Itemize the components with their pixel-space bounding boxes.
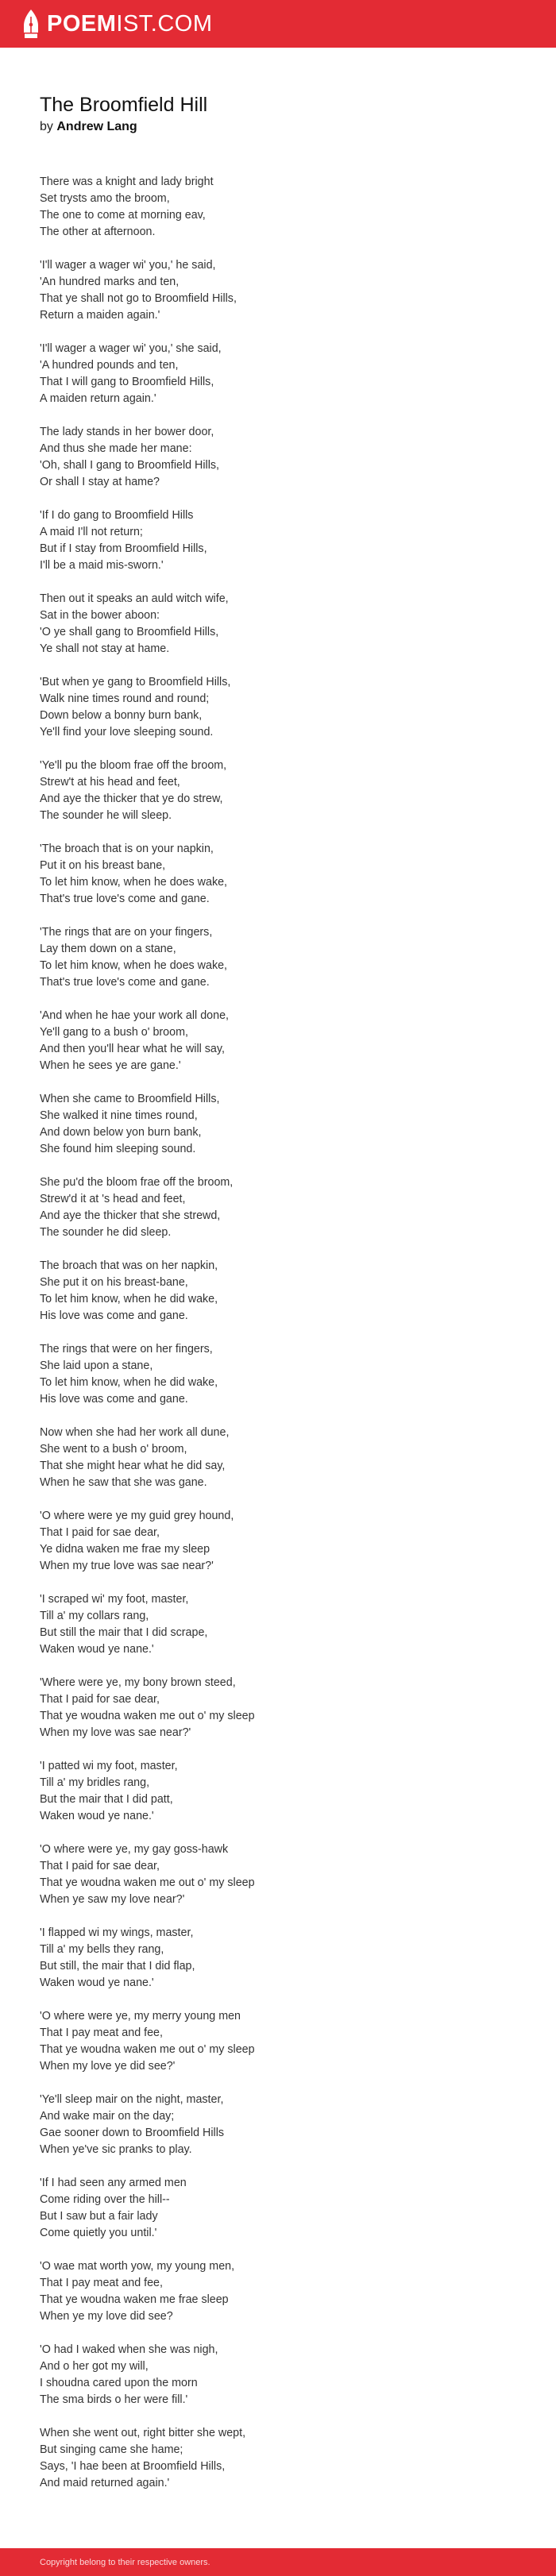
poem-line: 'O wae mat worth yow, my young men, <box>40 2260 235 2273</box>
poem-stanza <box>40 1591 516 1658</box>
poem-stanza <box>40 1841 516 1908</box>
site-footer <box>0 2548 556 2576</box>
poem-line: Ye'll gang to a bush o' broom, <box>40 1026 188 1039</box>
poem-line: To let him know, when he does wake, <box>40 959 228 972</box>
poem-stanza <box>40 1008 516 1074</box>
poem-stanza <box>40 841 516 908</box>
poem-line: The sounder he will sleep. <box>40 809 172 822</box>
poem-stanza <box>40 2092 516 2158</box>
poem-line: Strew'd it at 's head and feet, <box>40 1193 186 1205</box>
poem-line: 'O had I waked when she was nigh, <box>40 2343 218 2356</box>
fountain-pen-icon <box>22 9 40 39</box>
poem-line: A maid I'll not return; <box>40 526 143 538</box>
poem-line: And aye the thicker that ye do strew, <box>40 792 223 805</box>
copyright-text: Copyright belong to their respective owners. <box>40 2557 210 2567</box>
poem-line: Says, 'I hae been at Broomfield Hills, <box>40 2460 226 2473</box>
poem-line: Or shall I stay at hame? <box>40 476 160 488</box>
poem-line: The rings that were on her fingers, <box>40 1343 213 1355</box>
poem-line: Put it on his breast bane, <box>40 859 166 872</box>
poem-line: 'And when he hae your work all done, <box>40 1009 229 1022</box>
poem-title: The Broomfield Hill <box>40 94 208 116</box>
author-link[interactable]: Andrew Lang <box>56 120 137 133</box>
poem-line: 'O where were ye, my gay goss-hawk <box>40 1843 229 1856</box>
poem-line: 'An hundred marks and ten, <box>40 276 180 288</box>
poem-line: That I pay meat and fee, <box>40 2026 163 2039</box>
poem-line: She found him sleeping sound. <box>40 1143 196 1155</box>
poem-stanza <box>40 1341 516 1408</box>
poem-line: His love was come and gane. <box>40 1309 188 1322</box>
poem-stanza <box>40 507 516 574</box>
poem-line: When she went out, right bitter she wept, <box>40 2427 246 2439</box>
poem-line: But still the mair that I did scrape, <box>40 1626 208 1639</box>
poem-stanza <box>40 257 516 324</box>
poem-line: When ye've sic pranks to play. <box>40 2143 192 2156</box>
poem-stanza <box>40 424 516 491</box>
poem-line: When ye my love did see? <box>40 2310 173 2323</box>
poem-line: Now when she had her work all dune, <box>40 1426 230 1439</box>
poem-line: 'O where were ye, my merry young men <box>40 2010 241 2023</box>
poem-line: The sma birds o her were fill.' <box>40 2393 188 2406</box>
poem-line: Come quietly you until.' <box>40 2227 157 2239</box>
poem-line: I shoudna cared upon the morn <box>40 2377 198 2389</box>
poem-stanza <box>40 2008 516 2075</box>
poem-stanza <box>40 1758 516 1825</box>
by-label: by <box>40 120 53 133</box>
poem-line: Ye didna waken me frae my sleep <box>40 1543 210 1556</box>
poem-line: 'I'll wager a wager wi' you,' she said, <box>40 342 222 355</box>
poem-line: But I saw but a fair lady <box>40 2210 158 2223</box>
poem-line: When he saw that she was gane. <box>40 1476 207 1489</box>
poem-line: But singing came she hame; <box>40 2443 183 2456</box>
site-logo[interactable] <box>22 9 213 39</box>
poem-line: Gae sooner down to Broomfield Hills <box>40 2127 225 2139</box>
poem-line: To let him know, when he did wake, <box>40 1376 218 1389</box>
poem-line: 'If I had seen any armed men <box>40 2177 187 2189</box>
site-header <box>0 0 556 48</box>
logo-text <box>47 10 213 37</box>
poem-line: Till a' my bridles rang, <box>40 1776 150 1789</box>
poem-line: To let him know, when he does wake, <box>40 876 228 889</box>
poem-line: Waken woud ye nane.' <box>40 1976 154 1989</box>
poem-line: That's true love's come and gane. <box>40 976 210 989</box>
poem-line: 'O ye shall gang to Broomfield Hills, <box>40 626 219 638</box>
poem-line: That ye woudna waken me out o' my sleep <box>40 2043 255 2056</box>
poem-line: 'Ye'll sleep mair on the night, master, <box>40 2093 224 2106</box>
poem-line: Ye'll find your love sleeping sound. <box>40 726 214 738</box>
byline <box>40 118 516 136</box>
poem-line: Then out it speaks an auld witch wife, <box>40 592 229 605</box>
poem-line: She pu'd the bloom frae off the broom, <box>40 1176 234 1189</box>
poem-stanza <box>40 2342 516 2408</box>
poem-line: Set trysts amo the broom, <box>40 192 170 205</box>
poem-line: The broach that was on her napkin, <box>40 1259 218 1272</box>
poem-stanza <box>40 674 516 741</box>
poem-stanza <box>40 1174 516 1241</box>
poem-line: Till a' my collars rang, <box>40 1610 149 1622</box>
poem-line: Till a' my bells they rang, <box>40 1943 164 1956</box>
poem-line: That ye shall not go to Broomfield Hills, <box>40 292 237 305</box>
poem-line: His love was come and gane. <box>40 1393 188 1406</box>
poem-line: 'I'll wager a wager wi' you,' he said, <box>40 259 216 272</box>
poem-line: Down below a bonny burn bank, <box>40 709 203 722</box>
poem-line: And aye the thicker that she strewd, <box>40 1209 221 1222</box>
poem-line: There was a knight and lady bright <box>40 175 214 188</box>
poem-stanza <box>40 758 516 824</box>
poem-line: When she came to Broomfield Hills, <box>40 1093 220 1105</box>
poem-line: A maiden return again.' <box>40 392 156 405</box>
poem-line: And down below yon burn bank, <box>40 1126 202 1139</box>
poem-line: That's true love's come and gane. <box>40 893 210 905</box>
poem-line: And maid returned again.' <box>40 2477 170 2489</box>
poem-body <box>40 174 516 2509</box>
poem-line: Lay them down on a stane, <box>40 943 176 955</box>
poem-stanza <box>40 1091 516 1158</box>
poem-line: She walked it nine times round, <box>40 1109 198 1122</box>
poem-line: She laid upon a stane, <box>40 1359 153 1372</box>
poem-line: That I pay meat and fee, <box>40 2277 163 2289</box>
poem-line: Come riding over the hill-- <box>40 2193 170 2206</box>
poem-line: But the mair that I did patt, <box>40 1793 173 1806</box>
poem-line: When my true love was sae near?' <box>40 1560 214 1572</box>
poem-line: Strew't at his head and feet, <box>40 776 180 789</box>
poem-stanza <box>40 341 516 407</box>
poem-line: 'But when ye gang to Broomfield Hills, <box>40 676 231 688</box>
poem-stanza <box>40 2175 516 2242</box>
poem-line: To let him know, when he did wake, <box>40 1293 218 1305</box>
poem-line: 'Oh, shall I gang to Broomfield Hills, <box>40 459 220 472</box>
poem-line: Waken woud ye nane.' <box>40 1643 154 1656</box>
poem-line: 'A hundred pounds and ten, <box>40 359 179 372</box>
poem-stanza <box>40 1425 516 1491</box>
poem-line: That she might hear what he did say, <box>40 1460 226 1472</box>
poem-line: When my love ye did see?' <box>40 2060 176 2073</box>
poem-line: Sat in the bower aboon: <box>40 609 160 622</box>
poem-line: That ye woudna waken me out o' my sleep <box>40 1876 255 1889</box>
poem-stanza <box>40 174 516 241</box>
poem-stanza <box>40 924 516 991</box>
poem-line: 'I flapped wi my wings, master, <box>40 1926 194 1939</box>
poem-line: She put it on his breast-bane, <box>40 1276 188 1289</box>
poem-line: That ye woudna waken me out o' my sleep <box>40 1710 255 1722</box>
poem-stanza <box>40 1508 516 1575</box>
poem-line: 'O where were ye my guid grey hound, <box>40 1510 234 1522</box>
poem-line: That I paid for sae dear, <box>40 1693 160 1706</box>
poem-line: The lady stands in her bower door, <box>40 426 214 438</box>
poem-line: And then you'll hear what he will say, <box>40 1043 225 1055</box>
poem-line: Return a maiden again.' <box>40 309 160 322</box>
poem-line: But if I stay from Broomfield Hills, <box>40 542 207 555</box>
poem-line: 'The broach that is on your napkin, <box>40 843 214 855</box>
poem-line: 'If I do gang to Broomfield Hills <box>40 509 194 522</box>
logo-text-light: IST.COM <box>116 10 213 37</box>
poem-line: Ye shall not stay at hame. <box>40 642 170 655</box>
poem-line: 'I patted wi my foot, master, <box>40 1760 178 1772</box>
poem-line: 'The rings that are on your fingers, <box>40 926 213 939</box>
poem-stanza <box>40 2258 516 2325</box>
poem-line: She went to a bush o' broom, <box>40 1443 187 1456</box>
poem-stanza <box>40 1675 516 1741</box>
poem-line: Waken woud ye nane.' <box>40 1810 154 1822</box>
poem-stanza <box>40 2425 516 2492</box>
poem-line: I'll be a maid mis-sworn.' <box>40 559 164 572</box>
poem-line: But still, the mair that I did flap, <box>40 1960 195 1972</box>
poem-line: 'I scraped wi' my foot, master, <box>40 1593 189 1606</box>
poem-line: The sounder he did sleep. <box>40 1226 172 1239</box>
poem-line: That I will gang to Broomfield Hills, <box>40 376 214 388</box>
poem-line: When he sees ye are gane.' <box>40 1059 181 1072</box>
poem-line: The other at afternoon. <box>40 226 156 238</box>
poem-line: That I paid for sae dear, <box>40 1526 160 1539</box>
poem-line: Walk nine times round and round; <box>40 692 210 705</box>
poem-header <box>40 92 516 136</box>
poem-line: That I paid for sae dear, <box>40 1860 160 1872</box>
poem-line: When ye saw my love near?' <box>40 1893 185 1906</box>
poem-line: That ye woudna waken me frae sleep <box>40 2293 229 2306</box>
logo-text-bold: POEM <box>47 10 117 37</box>
poem-line: And wake mair on the day; <box>40 2110 175 2123</box>
poem-line: And o her got my will, <box>40 2360 149 2373</box>
poem-line: 'Where were ye, my bony brown steed, <box>40 1676 236 1689</box>
poem-stanza <box>40 1258 516 1325</box>
poem-stanza <box>40 1925 516 1992</box>
poem-line: The one to come at morning eav, <box>40 209 206 222</box>
poem-line: And thus she made her mane: <box>40 442 192 455</box>
poem-stanza <box>40 591 516 657</box>
poem-line: When my love was sae near?' <box>40 1726 191 1739</box>
poem-line: 'Ye'll pu the bloom frae off the broom, <box>40 759 227 772</box>
